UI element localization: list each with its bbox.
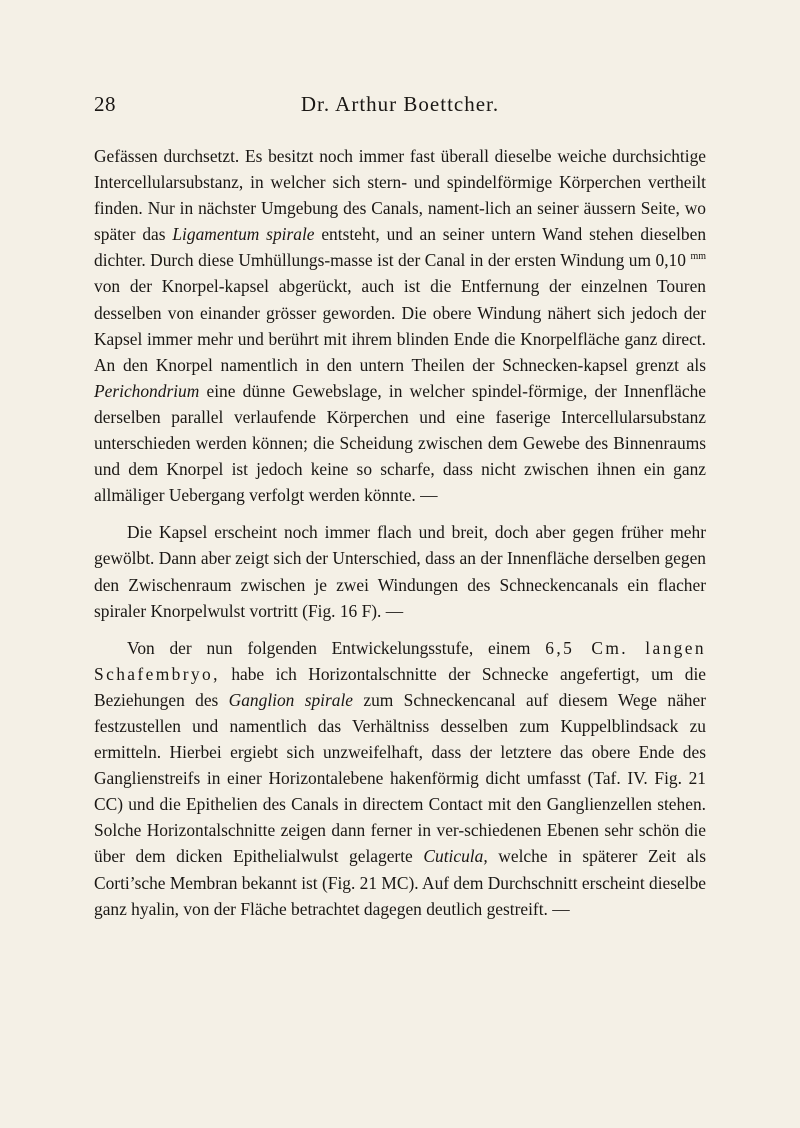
paragraph: [94, 635, 706, 922]
spaced-text: 6,5 Cm. langen Schafembryo,: [94, 637, 706, 684]
text-run: welche in späterer Zeit als Corti’sche Membran bekannt ist (Fig. 21 MC). Auf dem Durchschnitt erscheint dieselbe ganz hyalin, von der Fläche betrachtet dagegen deutlich gestreift. —: [94, 846, 706, 919]
page-number: 28: [94, 92, 116, 116]
text-run: Die Kapsel erscheint noch immer flach und breit, doch aber gegen früher mehr gewölbt. Dann aber zeigt sich der Unterschied, dass an der Innenfläche derselben gegen den Zwischenraum zwischen je zwei Windungen des Schneckencanals ein flacher spiraler Knorpelwulst vortritt (Fig. 16 F). —: [94, 522, 706, 621]
unit-superscript: mm: [690, 251, 706, 263]
italic-term: Perichondrium: [94, 380, 200, 401]
running-head: Dr. Arthur Boettcher.: [300, 92, 500, 116]
italic-term: Ganglion spirale: [228, 689, 354, 710]
italic-term: Cuticula,: [423, 846, 488, 867]
paragraph: [94, 519, 706, 623]
text-run: Gefässen durchsetzt. Es besitzt noch immer fast überall dieselbe weiche durchsichtige Intercellularsubstanz, in welcher sich stern- und spindelförmige Körperchen vertheilt finden. Nur in nächster Umgebung des Canals, nament-lich an seiner äussern Seite, wo später das: [94, 146, 706, 245]
text-run: eine dünne Gewebslage, in welcher spindel-förmige, der Innenfläche derselben parallel verlaufende Körperchen und eine faserige Intercellularsubstanz unterschieden werden können; die Scheidung zwischen dem Gewebe des Binnenraums und dem Knorpel ist jedoch keine so scharfe, dass nicht zwischen ihnen ein ganz allmäliger Uebergang verfolgt werden könnte. —: [94, 380, 706, 506]
page-header: [94, 92, 706, 122]
text-run: entsteht, und an seiner untern Wand stehen dieselben dichter. Durch diese Umhüllungs-masse ist der Canal in der ersten Windung um 0,10: [94, 224, 707, 271]
paragraph: [94, 143, 706, 508]
text-run: habe ich Horizontalschnitte der Schnecke angefertigt, um die Beziehungen des: [94, 663, 706, 710]
text-run: zum Schneckencanal auf diesem Wege näher festzustellen und namentlich das Verhältniss desselben zum Kuppelblindsack zu ermitteln. Hierbei ergiebt sich unzweifelhaft, dass der letztere das obere Ende des Ganglienstreifs in einer Horizontalebene hakenförmig dicht umfasst (Taf. IV. Fig. 21 CC) und die Epithelien des Canals in directem Contact mit den Ganglienzellen stehen. Solche Horizontalschnitte zeigen dann ferner in ver-schiedenen Ebenen sehr schön die über dem dicken Epithelialwulst gelagerte: [94, 689, 706, 867]
text-run: von der Knorpel-kapsel abgerückt, auch ist die Entfernung der einzelnen Touren desselben von einander grösser geworden. Die obere Windung nähert sich jedoch der Kapsel immer mehr und berührt mit ihrem blinden Ende die Knorpelfläche ganz direct. An den Knorpel namentlich in den untern Theilen der Schnecken-kapsel grenzt als: [94, 276, 706, 375]
body-text: [94, 143, 706, 922]
text-run: Von der nun folgenden Entwickelungsstufe, einem: [127, 637, 546, 658]
italic-term: Ligamentum spirale: [172, 224, 315, 245]
